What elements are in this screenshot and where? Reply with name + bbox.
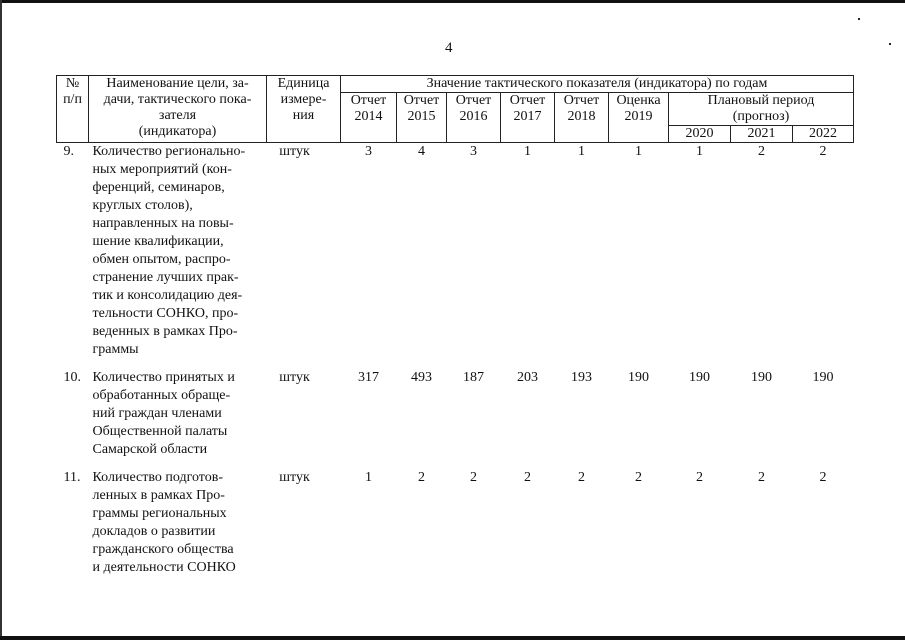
indicator-name: Количество подготов- ленных в рамках Про- граммы региональных докладов о развитии гражданского общества и деятельности СОНКО [92,470,236,575]
table-row [57,143,854,370]
value-2022: 2 [819,470,827,485]
table-row [57,369,854,469]
value-2018: 1 [578,144,585,159]
header-year-2014: Отчет 2014 [341,93,397,143]
value-2016: 187 [463,370,484,385]
value-2016: 2 [470,470,477,485]
value-2022: 2 [819,144,827,159]
value-2017: 203 [517,370,538,385]
value-2014: 1 [365,470,372,485]
value-2016: 3 [470,144,477,159]
scan-edge-left [0,0,2,640]
value-2014: 317 [358,370,379,385]
header-unit: Единица измере- ния [267,76,341,143]
unit-cell: штук [279,144,310,159]
value-2021: 190 [751,370,772,385]
header-year-2018: Отчет 2018 [555,93,609,143]
header-year-2015: Отчет 2015 [397,93,447,143]
value-2020: 1 [696,144,703,159]
page-number: 4 [445,40,453,56]
row-number: 10. [63,370,81,385]
value-2017: 1 [524,144,531,159]
value-2020: 190 [689,370,710,385]
indicator-name: Количество принятых и обработанных обраще- ний граждан членами Общественной палаты Самарской области [92,370,235,457]
header-name: Наименование цели, за- дачи, тактического пока- зателя (индикатора) [89,76,267,143]
header-plan-year-2022: 2022 [793,126,854,143]
scan-speck [858,18,860,20]
scan-speck [889,43,891,45]
value-2018: 2 [578,470,585,485]
header-year-2016: Отчет 2016 [447,93,501,143]
value-2015: 493 [411,370,432,385]
unit-cell: штук [279,470,310,485]
row-number: 9. [63,144,74,159]
value-2021: 2 [758,470,765,485]
header-plan-year-2021: 2021 [731,126,793,143]
header-no: № п/п [57,76,89,143]
value-2021: 2 [758,144,765,159]
value-2020: 2 [696,470,703,485]
unit-cell: штук [279,370,310,385]
value-2019: 1 [635,144,642,159]
indicator-name: Количество регионально- ных мероприятий (кон- ференций, семинаров, круглых столов), направленных на повы- шение квалификации, обмен опытом, распро- странение лучших прак- тик и консолидацию дея- тельности СОНКО, про- веденных в рамках Про- граммы [92,144,246,357]
value-2018: 193 [571,370,592,385]
header-year-2017: Отчет 2017 [501,93,555,143]
scan-edge-bottom [0,636,905,640]
indicator-table [56,75,854,587]
header-year-2019: Оценка 2019 [609,93,669,143]
row-number: 11. [63,470,81,485]
value-2015: 4 [418,144,425,159]
value-2017: 2 [524,470,531,485]
scan-edge-top [0,0,905,3]
value-2014: 3 [365,144,372,159]
value-2015: 2 [418,470,425,485]
header-plan-year-2020: 2020 [669,126,731,143]
value-2019: 2 [635,470,642,485]
value-2019: 190 [628,370,649,385]
value-2022: 190 [812,370,834,385]
header-values-title: Значение тактического показателя (индикатора) по годам [341,76,854,93]
header-row-1 [57,76,854,93]
table-row [57,469,854,587]
header-plan-period: Плановый период (прогноз) [669,93,854,126]
